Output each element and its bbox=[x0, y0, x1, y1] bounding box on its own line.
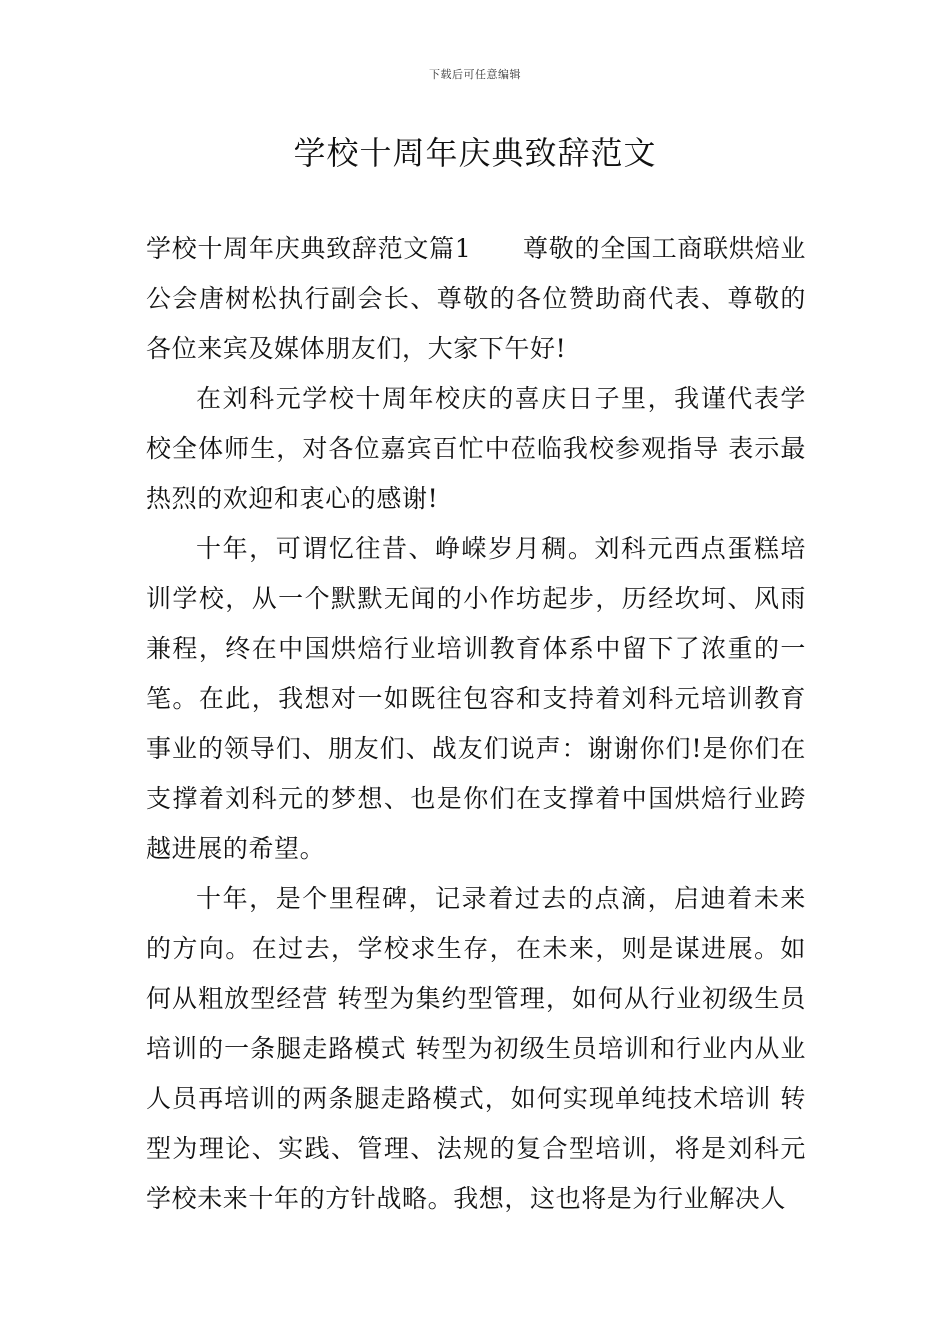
paragraph-ten-years-future: 十年，是个里程碑，记录着过去的点滴，启迪着未来的方向。在过去，学校求生存，在未来，则是谋进展。如何从粗放型经营 转型为集约型管理，如何从行业初级生员培训的一条腿走路模式 转型为初级生员培训和行业内从业人员再培训的两条腿走路模式，如何实现单纯技术培训 转型为理论、实践、管理、法规的复合型培训，将是刘科元学校未来十年的方针战略。我想，这也将是为行业解决人 bbox=[146, 884, 806, 1213]
paragraph-opening: 学校十周年庆典致辞范文篇1 尊敬的全国工商联烘焙业公会唐树松执行副会长、尊敬的各位赞助商代表、尊敬的各位来宾及媒体朋友们，大家下午好! bbox=[146, 234, 806, 363]
paragraph-ten-years-history: 十年，可谓忆往昔、峥嵘岁月稠。刘科元西点蛋糕培训学校，从一个默默无闻的小作坊起步，历经坎坷、风雨兼程，终在中国烘焙行业培训教育体系中留下了浓重的一笔。在此，我想对一如既往包容和支持着刘科元培训教育事业的领导们、朋友们、战友们说声：谢谢你们!是你们在支撑着刘科元的梦想、也是你们在支撑着中国烘焙行业跨越进展的希望。 bbox=[146, 534, 806, 863]
document-title: 学校十周年庆典致辞范文 bbox=[293, 134, 657, 172]
document-body bbox=[146, 224, 806, 1224]
paragraph-welcome: 在刘科元学校十周年校庆的喜庆日子里，我谨代表学校全体师生，对各位嘉宾百忙中莅临我校参观指导 表示最热烈的欢迎和衷心的感谢! bbox=[146, 384, 806, 513]
page-header-note: 下载后可任意编辑 bbox=[429, 68, 521, 81]
